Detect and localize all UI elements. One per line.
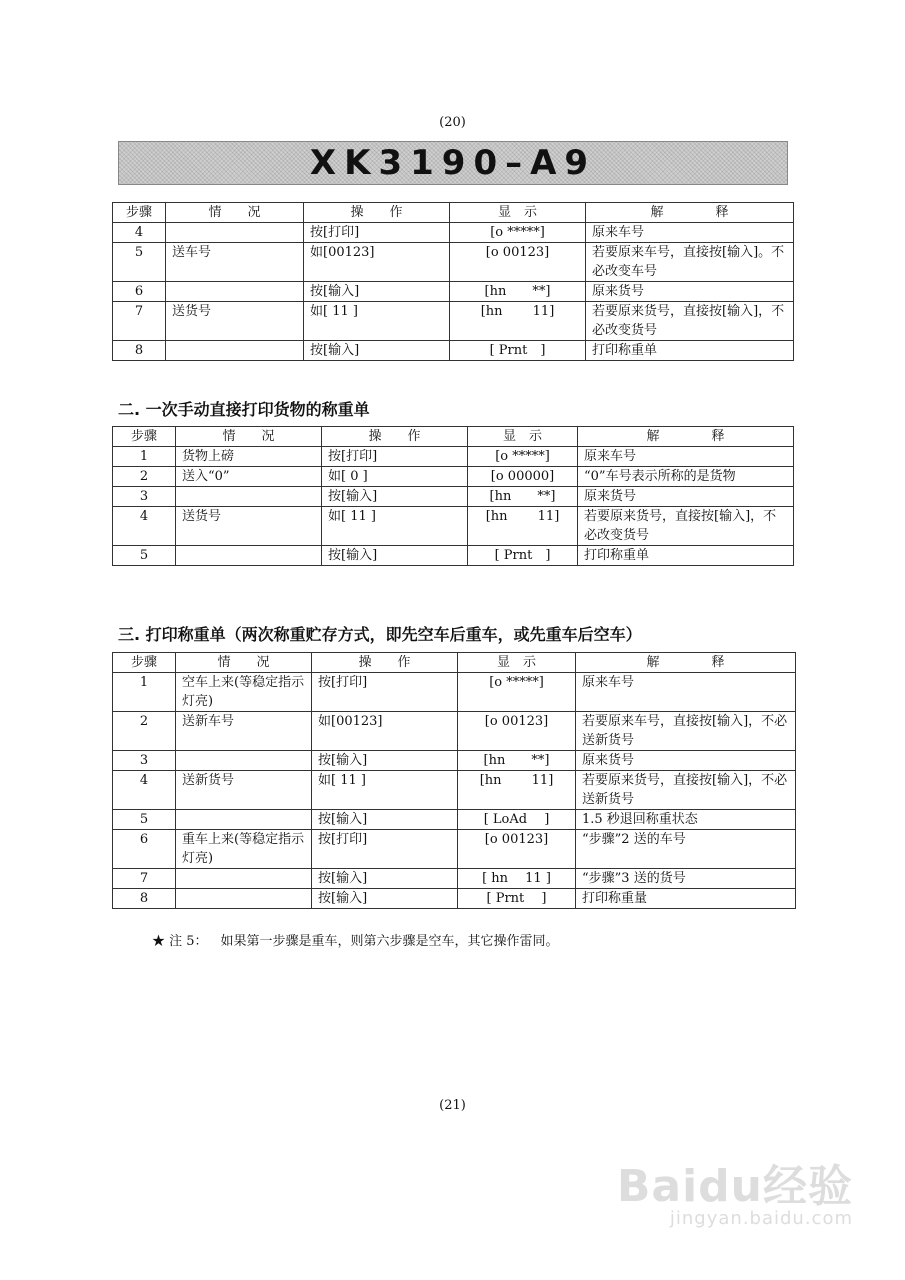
table-row [113,282,794,302]
cell-operation: 按[打印] [304,223,450,243]
cell-step: 3 [113,487,176,507]
cell-display: [hn 11] [468,507,578,546]
header-explanation: 解 释 [578,427,794,447]
cell-step: 6 [113,282,166,302]
table-header [113,653,796,673]
cell-step: 6 [113,830,176,869]
header-situation: 情 况 [176,653,312,673]
cell-display: [o 00123] [458,712,576,751]
table-row [113,869,796,889]
cell-explanation: 若要原来货号，直接按[输入]，不必改变货号 [578,507,794,546]
cell-operation: 如[ 0 ] [322,467,468,487]
cell-explanation: 原来货号 [586,282,794,302]
header-display: 显 示 [450,203,586,223]
header-explanation: 解 释 [576,653,796,673]
table-header [113,203,794,223]
table-row [113,223,794,243]
cell-situation: 送新货号 [176,771,312,810]
cell-situation: 送货号 [166,302,304,341]
cell-explanation: 原来货号 [578,487,794,507]
banner-title: XK3190–A9 [309,143,597,183]
cell-operation: 按[输入] [312,889,458,909]
cell-step: 3 [113,751,176,771]
cell-display: [hn 11] [458,771,576,810]
table-row [113,243,794,282]
cell-situation [176,546,322,566]
table-row [113,830,796,869]
cell-display: [o *****] [468,447,578,467]
table-row [113,447,794,467]
steps-table-2 [112,426,794,566]
cell-explanation: 打印称重量 [576,889,796,909]
watermark-url: jingyan.baidu.com [669,1208,853,1229]
cell-display: [ Prnt ] [450,341,586,361]
cell-operation: 按[打印] [322,447,468,467]
cell-step: 4 [113,771,176,810]
steps-table-3 [112,652,796,909]
header-situation: 情 况 [166,203,304,223]
cell-situation: 重车上来(等稳定指示灯亮) [176,830,312,869]
cell-explanation: 若要原来货号，直接按[输入]，不必送新货号 [576,771,796,810]
header-operation: 操 作 [304,203,450,223]
cell-situation: 送货号 [176,507,322,546]
table-row [113,889,796,909]
cell-operation: 按[输入] [322,546,468,566]
cell-display: [hn **] [450,282,586,302]
cell-explanation: 1.5 秒退回称重状态 [576,810,796,830]
title-banner [118,141,788,185]
cell-step: 4 [113,507,176,546]
steps-table-1 [112,202,794,361]
cell-explanation: 打印称重单 [578,546,794,566]
watermark-brand: Baidu经验 [616,1161,853,1212]
section-2-title: 二. 一次手动直接打印货物的称重单 [118,400,370,419]
header-operation: 操 作 [312,653,458,673]
cell-situation [176,869,312,889]
header-display: 显 示 [458,653,576,673]
cell-step: 1 [113,447,176,467]
table-row [113,487,794,507]
page-number-bottom: (21) [439,1098,466,1113]
table-row [113,712,796,751]
cell-explanation: “步骤”2 送的车号 [576,830,796,869]
cell-operation: 按[输入] [312,751,458,771]
cell-step: 5 [113,243,166,282]
cell-situation [166,341,304,361]
cell-display: [o 00000] [468,467,578,487]
table-row [113,673,796,712]
cell-step: 4 [113,223,166,243]
cell-display: [hn **] [468,487,578,507]
section-3-title: 三. 打印称重单（两次称重贮存方式，即先空车后重车，或先重车后空车） [118,625,642,644]
cell-display: [o 00123] [450,243,586,282]
cell-display: [ hn 11 ] [458,869,576,889]
table-row [113,341,794,361]
cell-operation: 按[输入] [304,282,450,302]
table-row [113,751,796,771]
cell-situation [166,223,304,243]
header-explanation: 解 释 [586,203,794,223]
cell-situation [176,751,312,771]
cell-step: 7 [113,302,166,341]
cell-operation: 如[ 11 ] [312,771,458,810]
cell-operation: 按[输入] [312,810,458,830]
cell-step: 5 [113,546,176,566]
cell-step: 2 [113,467,176,487]
cell-situation: 货物上磅 [176,447,322,467]
cell-display: [hn 11] [450,302,586,341]
header-display: 显 示 [468,427,578,447]
header-situation: 情 况 [176,427,322,447]
cell-situation [176,889,312,909]
cell-display: [hn **] [458,751,576,771]
cell-situation: 送车号 [166,243,304,282]
cell-situation: 送入“0” [176,467,322,487]
watermark [617,1150,853,1229]
cell-situation: 送新车号 [176,712,312,751]
cell-operation: 按[打印] [312,830,458,869]
cell-explanation: 原来车号 [586,223,794,243]
cell-display: [ LoAd ] [458,810,576,830]
cell-operation: 如[ 11 ] [322,507,468,546]
cell-operation: 按[输入] [304,341,450,361]
header-step: 步骤 [113,203,166,223]
cell-explanation: 若要原来货号，直接按[输入]，不必改变货号 [586,302,794,341]
table-header [113,427,794,447]
cell-situation [176,810,312,830]
table-row [113,546,794,566]
cell-operation: 如[00123] [304,243,450,282]
cell-step: 7 [113,869,176,889]
cell-explanation: 原来车号 [578,447,794,467]
cell-step: 2 [113,712,176,751]
cell-explanation: 若要原来车号，直接按[输入]。不必改变车号 [586,243,794,282]
cell-explanation: “0”车号表示所称的是货物 [578,467,794,487]
cell-display: [o *****] [450,223,586,243]
cell-operation: 如[ 11 ] [304,302,450,341]
cell-situation [166,282,304,302]
cell-operation: 按[输入] [312,869,458,889]
cell-display: [o 00123] [458,830,576,869]
table-row [113,810,796,830]
header-operation: 操 作 [322,427,468,447]
cell-situation: 空车上来(等稳定指示灯亮) [176,673,312,712]
cell-display: [o *****] [458,673,576,712]
cell-operation: 按[打印] [312,673,458,712]
cell-step: 8 [113,341,166,361]
table-row [113,771,796,810]
table-row [113,302,794,341]
cell-explanation: 打印称重单 [586,341,794,361]
cell-display: [ Prnt ] [468,546,578,566]
cell-step: 8 [113,889,176,909]
cell-explanation: “步骤”3 送的货号 [576,869,796,889]
table-row [113,507,794,546]
cell-operation: 按[输入] [322,487,468,507]
cell-situation [176,487,322,507]
cell-step: 1 [113,673,176,712]
footnote: ★ 注 5： 如果第一步骤是重车，则第六步骤是空车，其它操作雷同。 [152,934,559,949]
cell-explanation: 原来车号 [576,673,796,712]
header-step: 步骤 [113,653,176,673]
table-row [113,467,794,487]
cell-display: [ Prnt ] [458,889,576,909]
cell-explanation: 若要原来车号，直接按[输入]，不必送新货号 [576,712,796,751]
cell-explanation: 原来货号 [576,751,796,771]
cell-step: 5 [113,810,176,830]
header-step: 步骤 [113,427,176,447]
page-number-top: (20) [439,115,466,130]
cell-operation: 如[00123] [312,712,458,751]
